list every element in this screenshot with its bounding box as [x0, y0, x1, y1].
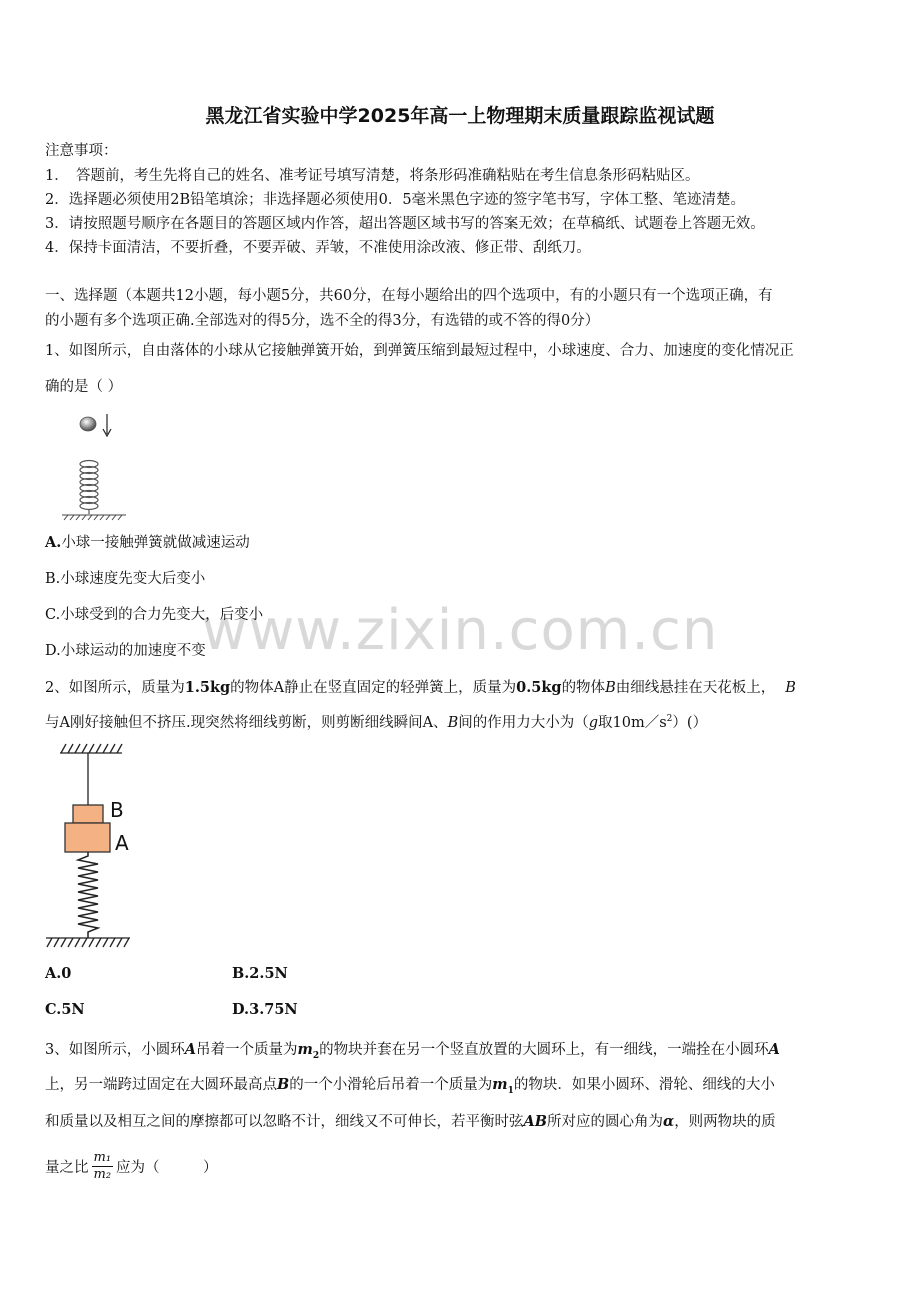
q3-var-a: A [184, 1041, 196, 1058]
q2-text: 2、如图所示，质量为 [45, 680, 185, 696]
q1-option-c: C.小球受到的合力先变大，后变小 [45, 607, 264, 623]
q3-stem-line-2 [45, 1073, 775, 1096]
q3-text: 所对应的圆心角为 [547, 1114, 664, 1130]
q2-option-c: C.5N [45, 1001, 85, 1018]
q2-text: ）(） [672, 715, 708, 731]
q3-var-a: A [768, 1041, 780, 1058]
q2-text: 的物体A静止在竖直固定的轻弹簧上，质量为 [230, 680, 517, 696]
q3-var-b: B [277, 1076, 290, 1093]
ground-hatch [62, 515, 126, 520]
q3-text: 3、如图所示，小圆环 [45, 1042, 185, 1058]
q3-stem-line-4 [45, 1150, 218, 1183]
q1-option-a-text: 小球一接触弹簧就做减速运动 [61, 535, 250, 551]
q1-figure-spring-ball [60, 408, 130, 523]
spring-zigzag [78, 852, 98, 938]
note-item-1: 1． 答题前，考生先将自己的姓名、准考证号填写清楚，将条形码准确粘贴在考生信息条形码粘贴区。 [45, 168, 700, 184]
fraction-numerator: m₁ [93, 1150, 112, 1165]
q2-var-b: B [447, 715, 459, 731]
q2-mass-b: 0.5kg [516, 679, 562, 696]
q3-subscript: 2 [312, 1050, 320, 1061]
fraction-denominator: m₂ [93, 1167, 112, 1182]
q1-option-a: A.小球一接触弹簧就做减速运动 [45, 534, 250, 551]
watermark: www.zixin.com.cn [201, 598, 719, 663]
q3-stem-line-3 [45, 1110, 776, 1131]
page-title: 黑龙江省实验中学2025年高一上物理期末质量跟踪监视试题 [205, 105, 715, 127]
note-item-3: 3．请按照题号顺序在各题目的答题区域内作答，超出答题区域书写的答案无效；在草稿纸、试题卷上答题无效。 [45, 216, 765, 232]
note-item-2: 2．选择题必须使用2B铅笔填涂；非选择题必须使用0．5毫米黑色字迹的签字笔书写，字体工整、笔迹清楚。 [45, 192, 746, 208]
q2-text: 与A刚好接触但不挤压.现突然将细线剪断，则剪断细线瞬间A、 [45, 715, 448, 731]
ball-shape [80, 417, 96, 431]
q3-subscript: 1 [507, 1085, 514, 1096]
q2-option-b: B.2.5N [232, 965, 288, 982]
q3-stem-line-1 [45, 1038, 780, 1061]
q2-option-d: D.3.75N [232, 1001, 298, 1018]
q1-option-b: B.小球速度先变大后变小 [45, 571, 206, 587]
q2-var-b: B [785, 680, 796, 696]
q3-text: ，则两物块的质 [674, 1114, 776, 1130]
q3-var-m: m [492, 1076, 508, 1093]
q1-stem-line-1: 1、如图所示，自由落体的小球从它接触弹簧开始，到弹簧压缩到最短过程中，小球速度、合力、加速度的变化情况正 [45, 343, 794, 359]
q2-stem-line-1 [45, 676, 796, 697]
ceiling-hatch [60, 744, 122, 753]
q3-text: 和质量以及相互之间的摩擦都可以忽略不计，细线又不可伸长，若平衡时弦 [45, 1114, 524, 1130]
q3-text: 量之比 [45, 1160, 89, 1176]
section-intro-line-1: 一、选择题（本题共12小题，每小题5分，共60分，在每小题给出的四个选项中，有的小题只有一个选项正确，有 [45, 288, 773, 304]
note-item-4: 4．保持卡面清洁，不要折叠，不要弄破、弄皱，不准使用涂改液、修正带、刮纸刀。 [45, 240, 591, 256]
q2-var-b: B [605, 680, 616, 696]
q2-exponent: 2 [666, 714, 673, 725]
q1-option-d: D.小球运动的加速度不变 [45, 643, 206, 659]
q3-text: 应为（ ） [116, 1160, 218, 1176]
floor-hatch [46, 938, 130, 947]
q2-text: 由细线悬挂在天花板上， [615, 680, 776, 696]
q2-mass-a: 1.5kg [184, 679, 231, 696]
q2-unit: 取10m／s [598, 715, 667, 731]
mass-ratio-fraction [92, 1150, 114, 1183]
q1-stem-line-2: 确的是（ ） [45, 379, 123, 395]
q2-stem-line-2 [45, 711, 707, 732]
q3-var-m: m [297, 1041, 313, 1058]
q3-var-alpha: α [663, 1113, 675, 1130]
q3-text: 上，另一端跨过固定在大圆环最高点 [45, 1077, 277, 1093]
q3-text: 的物块并套在另一个竖直放置的大圆环上，有一细线，一端拴在小圆环 [319, 1042, 769, 1058]
q3-text: 的物块．如果小圆环、滑轮、细线的大小 [513, 1077, 775, 1093]
q3-text: 吊着一个质量为 [196, 1042, 298, 1058]
q2-text: 的物体 [561, 680, 606, 696]
block-a [65, 823, 110, 852]
q2-figure-blocks-spring [44, 740, 144, 955]
notes-heading: 注意事项： [45, 143, 118, 159]
q3-text: 的一个小滑轮后吊着一个质量为 [289, 1077, 493, 1093]
figure-label-b: B [110, 798, 124, 822]
figure-label-a: A [115, 831, 129, 855]
q2-option-a: A.0 [45, 965, 72, 982]
q3-var-ab: AB [523, 1113, 548, 1130]
q2-text: 间的作用力大小为（ [458, 715, 589, 731]
section-intro-line-2: 的小题有多个选项正确.全部选对的得5分，选不全的得3分，有选错的或不答的得0分） [45, 313, 600, 329]
q2-var-g: g [588, 715, 599, 731]
spring-coil [80, 461, 98, 515]
block-b [73, 805, 103, 823]
